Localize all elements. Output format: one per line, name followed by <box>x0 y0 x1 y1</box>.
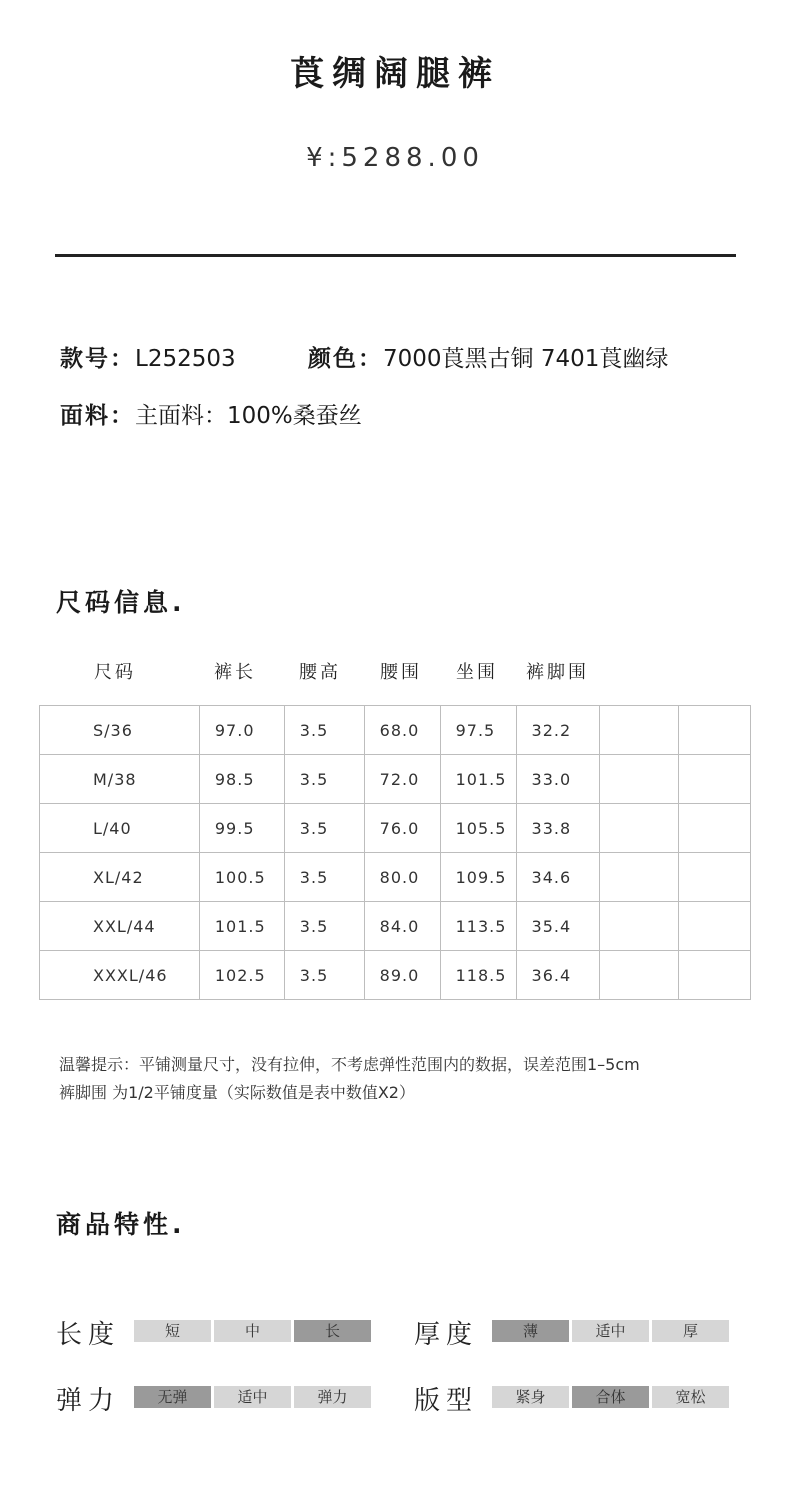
table-cell: XXL/44 <box>40 902 200 951</box>
table-row <box>40 951 751 1000</box>
size-section-title: 尺码信息. <box>56 588 186 617</box>
features-section-title: 商品特性. <box>56 1210 186 1239</box>
table-cell: 3.5 <box>284 755 364 804</box>
table-cell <box>600 804 679 853</box>
size-header-length: 裤长 <box>214 662 256 683</box>
divider <box>55 254 736 257</box>
table-row <box>40 706 751 755</box>
product-title: 莨绸阔腿裤 <box>290 54 500 94</box>
table-cell: 3.5 <box>284 804 364 853</box>
table-cell <box>679 706 751 755</box>
table-row <box>40 902 751 951</box>
feature-option: 宽松 <box>652 1386 729 1408</box>
size-header-size: 尺码 <box>94 662 136 683</box>
size-header-hem: 裤脚围 <box>526 662 589 683</box>
feature-option: 适中 <box>572 1320 649 1342</box>
table-cell: 36.4 <box>516 951 600 1000</box>
table-cell: 101.5 <box>440 755 516 804</box>
size-header-hip: 坐围 <box>456 662 498 683</box>
fabric-label: 面料： <box>60 403 135 429</box>
feature-label: 厚度 <box>414 1320 479 1350</box>
table-cell: 98.5 <box>199 755 284 804</box>
style-number-row <box>60 340 236 373</box>
fabric-value: 主面料：100%桑蚕丝 <box>135 403 362 429</box>
table-cell <box>600 902 679 951</box>
table-cell: 3.5 <box>284 706 364 755</box>
table-cell: 34.6 <box>516 853 600 902</box>
feature-option: 薄 <box>492 1320 569 1342</box>
table-cell: 102.5 <box>199 951 284 1000</box>
table-cell <box>679 951 751 1000</box>
product-price: ¥:5288.00 <box>306 143 484 173</box>
table-cell: 105.5 <box>440 804 516 853</box>
feature-option: 中 <box>214 1320 291 1342</box>
table-cell <box>600 853 679 902</box>
table-cell: 97.0 <box>199 706 284 755</box>
table-cell: 72.0 <box>364 755 440 804</box>
feature-option: 长 <box>294 1320 371 1342</box>
color-value: 7000莨黑古铜 7401莨幽绿 <box>383 346 669 372</box>
feature-label: 弹力 <box>56 1386 121 1416</box>
feature-option: 短 <box>134 1320 211 1342</box>
table-cell: 80.0 <box>364 853 440 902</box>
feature-option: 无弹 <box>134 1386 211 1408</box>
table-cell: 33.8 <box>516 804 600 853</box>
size-header-rise: 腰高 <box>299 662 341 683</box>
size-table <box>39 705 751 1000</box>
table-cell: 35.4 <box>516 902 600 951</box>
feature-label: 版型 <box>414 1386 479 1416</box>
style-number-label: 款号： <box>60 346 135 372</box>
table-cell <box>679 804 751 853</box>
style-number-value: L252503 <box>135 346 236 372</box>
size-note-line2: 裤脚围 为1/2平铺度量（实际数值是表中数值X2） <box>59 1083 415 1102</box>
table-cell: XXXL/46 <box>40 951 200 1000</box>
color-label: 颜色： <box>308 346 383 372</box>
table-cell <box>600 755 679 804</box>
feature-option: 适中 <box>214 1386 291 1408</box>
color-row <box>308 340 668 373</box>
table-cell <box>679 755 751 804</box>
table-cell: 113.5 <box>440 902 516 951</box>
table-cell: 118.5 <box>440 951 516 1000</box>
table-cell <box>679 853 751 902</box>
table-cell: L/40 <box>40 804 200 853</box>
table-cell: 3.5 <box>284 951 364 1000</box>
table-cell: 32.2 <box>516 706 600 755</box>
table-cell: 89.0 <box>364 951 440 1000</box>
table-row <box>40 755 751 804</box>
feature-label: 长度 <box>56 1320 121 1350</box>
table-cell: 97.5 <box>440 706 516 755</box>
feature-option: 合体 <box>572 1386 649 1408</box>
table-cell: 68.0 <box>364 706 440 755</box>
table-cell <box>600 706 679 755</box>
table-cell: 76.0 <box>364 804 440 853</box>
table-cell <box>679 902 751 951</box>
table-cell <box>600 951 679 1000</box>
table-cell: 101.5 <box>199 902 284 951</box>
size-note-line1: 温馨提示：平铺测量尺寸，没有拉伸，不考虑弹性范围内的数据，误差范围1–5cm <box>59 1055 640 1074</box>
table-cell: 3.5 <box>284 902 364 951</box>
table-cell: XL/42 <box>40 853 200 902</box>
feature-option: 紧身 <box>492 1386 569 1408</box>
table-cell: 3.5 <box>284 853 364 902</box>
table-cell: 84.0 <box>364 902 440 951</box>
table-cell: S/36 <box>40 706 200 755</box>
table-cell: 100.5 <box>199 853 284 902</box>
feature-option: 厚 <box>652 1320 729 1342</box>
feature-option: 弹力 <box>294 1386 371 1408</box>
table-row <box>40 804 751 853</box>
table-cell: 99.5 <box>199 804 284 853</box>
size-header-waist: 腰围 <box>380 662 422 683</box>
table-cell: 33.0 <box>516 755 600 804</box>
fabric-row <box>60 397 362 430</box>
table-cell: M/38 <box>40 755 200 804</box>
table-cell: 109.5 <box>440 853 516 902</box>
table-row <box>40 853 751 902</box>
